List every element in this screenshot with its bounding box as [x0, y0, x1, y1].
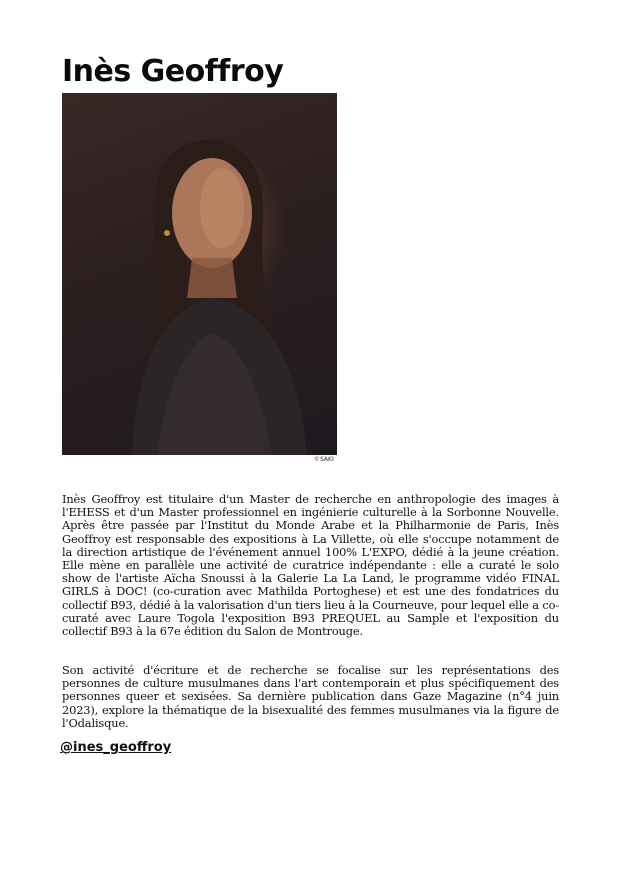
page-title: Inès Geoffroy — [62, 54, 284, 89]
photo-credit: ©SAKI — [314, 456, 334, 463]
instagram-handle-link[interactable]: @ines_geoffroy — [60, 740, 172, 755]
portrait-illustration — [62, 93, 337, 455]
portrait-photo — [62, 93, 337, 455]
bio-paragraph-2: Son activité d'écriture et de recherche se focalise sur les représentations des personnes de culture musulmanes dans l'art contemporain et plus spécifiquement des personnes queer et sexisées. Sa dernière publication dans Gaze Magazine (n°4 juin 2023), explore la thématique de la bisexualité des femmes musulmanes via la figure de l'Odalisque. — [62, 663, 559, 730]
bio-paragraph-1: Inès Geoffroy est titulaire d'un Master de recherche en anthropologie des images à l'EHESS et d'un Master professionnel en ingénierie culturelle à la Sorbonne Nouvelle. Après être passée par l'Institut du Monde Arabe et la Philharmonie de Paris, Inès Geoffroy est responsable des expositions à La Villette, où elle s'occupe notamment de la direction artistique de l'événement annuel 100% L'EXPO, dédié à la jeune création. Elle mène en parallèle une activité de curatrice indépendante : elle a curaté le solo show de l'artiste Aïcha Snoussi à la Galerie La La Land, le programme vidéo FINAL GIRLS à DOC! (co-curation avec Mathilda Portoghese) et est une des fondatrices du collectif B93, dédié à la valorisation d'un tiers lieu à la Courneuve, pour lequel elle a co-curaté avec Laure Togola l'exposition B93 PREQUEL au Sample et l'exposition du collectif B93 à la 67e édition du Salon de Montrouge. — [62, 492, 559, 639]
